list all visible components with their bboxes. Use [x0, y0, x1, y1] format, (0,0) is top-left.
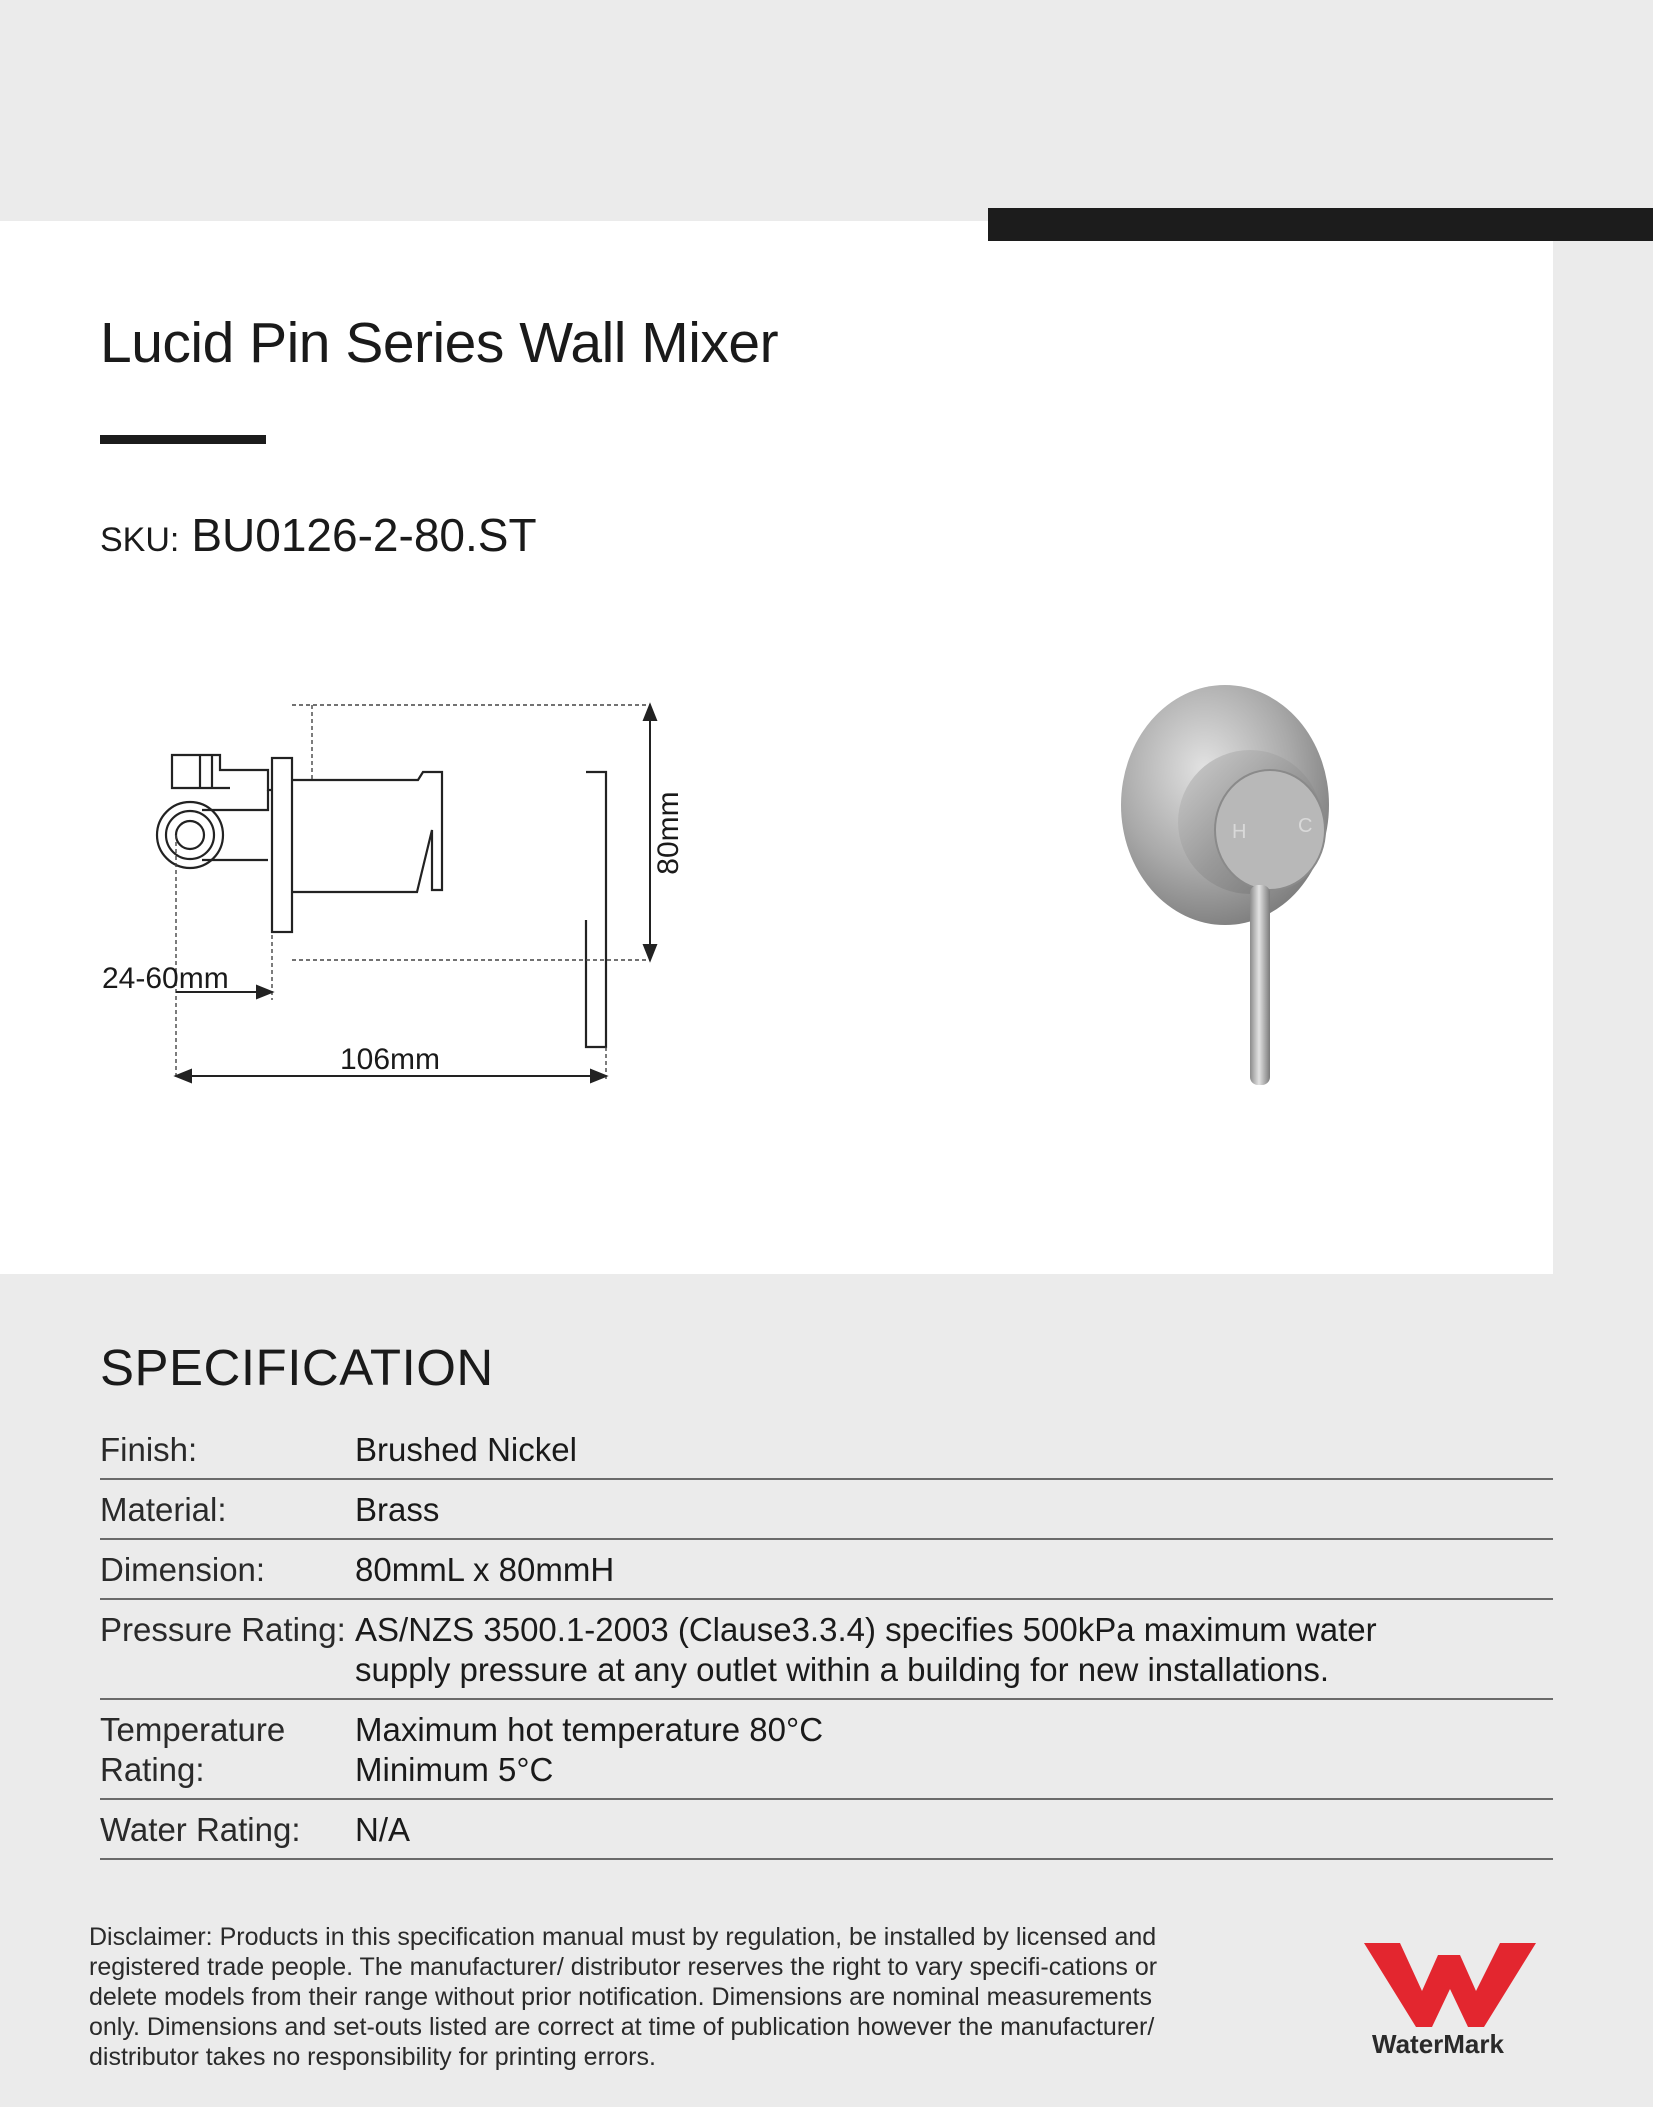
spec-value-line: Brushed Nickel [355, 1431, 577, 1468]
drawing-lever [586, 772, 606, 1047]
technical-drawing [102, 680, 720, 1100]
dim-depth-label: 24-60mm [102, 962, 229, 995]
spec-value-line: Brass [355, 1491, 440, 1528]
drawing-cover-plate [272, 758, 292, 932]
dim-height-label: 80mm [652, 791, 685, 875]
watermark-w-icon [1364, 1943, 1536, 2027]
spec-label: Water Rating: [100, 1811, 301, 1848]
photo-hot-label: H [1232, 821, 1247, 843]
spec-row-water-rating [100, 1800, 1553, 1860]
spec-row-material [100, 1480, 1553, 1540]
spec-label: Material: [100, 1491, 227, 1528]
disclaimer-text: Disclaimer: Products in this specification manual must by regulation, be installed by licensed and registered trade people. The manufacturer/ distributor reserves the right to vary specifi-cations or delete models from their range without prior notification. Dimensions are nominal measurements only. Dimensions and set-outs listed are correct at time of publication however the manufacturer/ distributor takes no responsibility for printing errors. [89, 1923, 1158, 2071]
title-underline [100, 435, 266, 444]
watermark-logo-text: WaterMark [1372, 2029, 1504, 2059]
spec-value [355, 1710, 1553, 1790]
spec-value [355, 1490, 1553, 1530]
spec-value [355, 1550, 1553, 1590]
photo-cold-label: C [1298, 815, 1313, 837]
spec-row-pressure-rating [100, 1600, 1553, 1700]
spec-value [355, 1430, 1553, 1470]
spec-value-line: N/A [355, 1811, 411, 1848]
spec-value-line: supply pressure at any outlet within a building for new installations. [355, 1651, 1330, 1688]
spec-value [355, 1810, 1553, 1850]
accent-bar [988, 208, 1653, 241]
drawing-valve-top [172, 755, 272, 790]
spec-row-dimension [100, 1540, 1553, 1600]
drawing-handle-body [292, 772, 442, 892]
spec-value-line: Minimum 5°C [355, 1751, 554, 1788]
product-photo [1080, 680, 1350, 1100]
spec-row-temperature-rating [100, 1700, 1553, 1800]
specification-table [100, 1420, 1553, 1860]
sku-label: SKU: [100, 521, 180, 559]
spec-value [355, 1610, 1553, 1690]
drawing-inlet-inner [176, 821, 204, 849]
photo-lever [1250, 885, 1270, 1085]
spec-label: Temperature Rating: [100, 1711, 286, 1788]
spec-value-line: 80mmL x 80mmH [355, 1551, 615, 1588]
specification-heading: SPECIFICATION [100, 1339, 494, 1396]
sku-value: BU0126-2-80.ST [191, 509, 537, 561]
dim-length-label: 106mm [339, 1043, 441, 1076]
spec-label: Dimension: [100, 1551, 266, 1588]
drawing-inlet-ring [166, 811, 214, 859]
page-title: Lucid Pin Series Wall Mixer [100, 311, 779, 375]
spec-label: Finish: [100, 1431, 198, 1468]
spec-label: Pressure Rating: [100, 1611, 346, 1648]
spec-row-finish [100, 1420, 1553, 1480]
spec-value-line: Maximum hot temperature 80°C [355, 1711, 824, 1748]
top-band [0, 0, 1653, 221]
spec-value-line: AS/NZS 3500.1-2003 (Clause3.3.4) specifies 500kPa maximum water [355, 1611, 1377, 1648]
sku-line [100, 508, 537, 562]
